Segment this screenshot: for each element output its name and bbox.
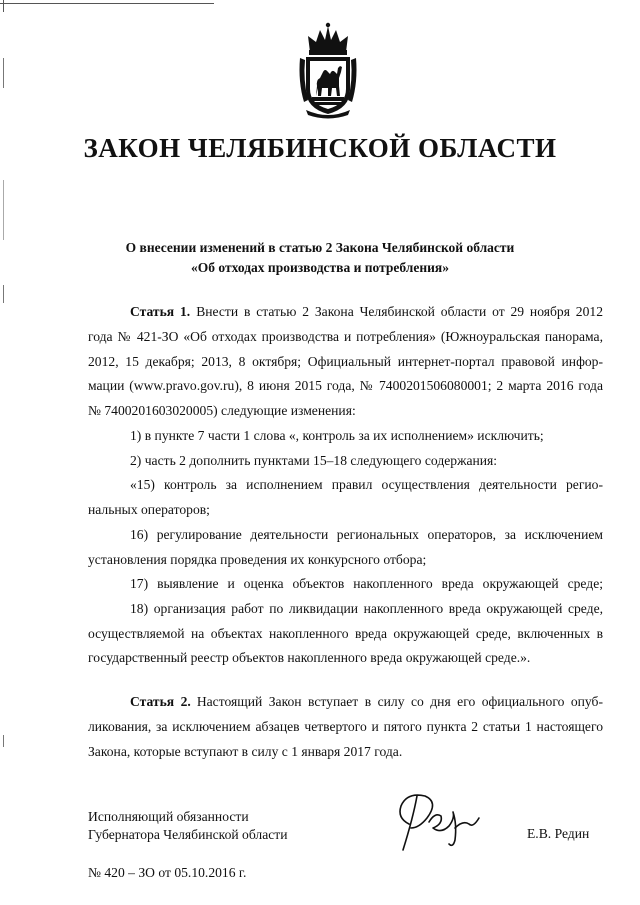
signatory-position	[88, 808, 288, 844]
list-item: 16) регулирование деятельности региональных операторов, за исключением	[130, 527, 603, 542]
registration-number: № 420 – ЗО от 05.10.2016 г.	[88, 865, 247, 880]
scan-edge-line	[3, 0, 4, 12]
article-2-text-line: ликования, за исключением абзацев четвертого и пятого пункта 2 статьи 1 настоящего	[88, 719, 603, 734]
list-item: 17) выявление и оценка объектов накопленного вреда окружающей среде;	[130, 576, 603, 591]
article-1-text: Внести в статью 2 Закона Челябинской области от 29 ноября 2012	[196, 304, 603, 319]
scan-margin-mark	[3, 735, 4, 747]
article-1-text-line: мации (www.pravo.gov.ru), 8 июня 2015 года, № 7400201506080001; 2 марта 2016 года	[88, 378, 603, 393]
handwritten-signature	[395, 788, 505, 858]
signatory-position-line: Исполняющий обязанности	[88, 809, 249, 824]
chelyabinsk-coat-of-arms-icon	[296, 22, 360, 120]
list-item-continuation: осуществляемой на объектах накопленного вреда окружающей среде, включенных в	[88, 626, 603, 641]
article-2-text: Настоящий Закон вступает в силу со дня его официального опуб-	[196, 694, 603, 709]
law-title: ЗАКОН ЧЕЛЯБИНСКОЙ ОБЛАСТИ	[83, 133, 557, 163]
list-item: 2) часть 2 дополнить пунктами 15–18 следующего содержания:	[130, 453, 498, 468]
scan-edge-line	[0, 3, 214, 4]
list-item: 1) в пункте 7 части 1 слова «, контроль за их исполнением» исключить;	[130, 428, 544, 443]
signatory-position-line: Губернатора Челябинской области	[88, 827, 288, 842]
list-item: «15) контроль за исполнением правил осуществления деятельности регио-	[130, 477, 603, 492]
scan-margin-mark	[3, 58, 4, 88]
list-item-continuation: нальных операторов;	[88, 502, 210, 517]
article-1-label: Статья 1.	[130, 304, 191, 319]
article-2-label: Статья 2.	[130, 694, 191, 709]
article-1-text-line: года № 421-ЗО «Об отходах производства и потребления» (Южноуральская панорама,	[88, 329, 603, 344]
signatory-name: Е.В. Редин	[527, 826, 590, 841]
article-2-text-line: Закона, которые вступают в силу с 1 января 2017 года.	[88, 744, 403, 759]
article-1-text-line: № 7400201603020005) следующие изменения:	[88, 403, 356, 418]
article-2-paragraph	[88, 690, 603, 715]
list-item-continuation: государственный реестр объектов накопленного вреда окружающей среде.».	[88, 650, 531, 665]
law-subtitle: О внесении изменений в статью 2 Закона Челябинской области	[125, 240, 515, 255]
article-1-text-line: 2012, 15 декабря; 2013, 8 октября; Официальный интернет-портал правовой инфор-	[88, 354, 603, 369]
list-item: 18) организация работ по ликвидации накопленного вреда окружающей среде,	[130, 601, 603, 616]
law-subtitle: «Об отходах производства и потребления»	[191, 260, 449, 275]
list-item-continuation: установления порядка проведения их конкурсного отбора;	[88, 552, 427, 567]
scan-margin-mark	[3, 285, 4, 303]
article-1-paragraph	[88, 300, 603, 325]
scan-margin-mark	[3, 180, 4, 240]
